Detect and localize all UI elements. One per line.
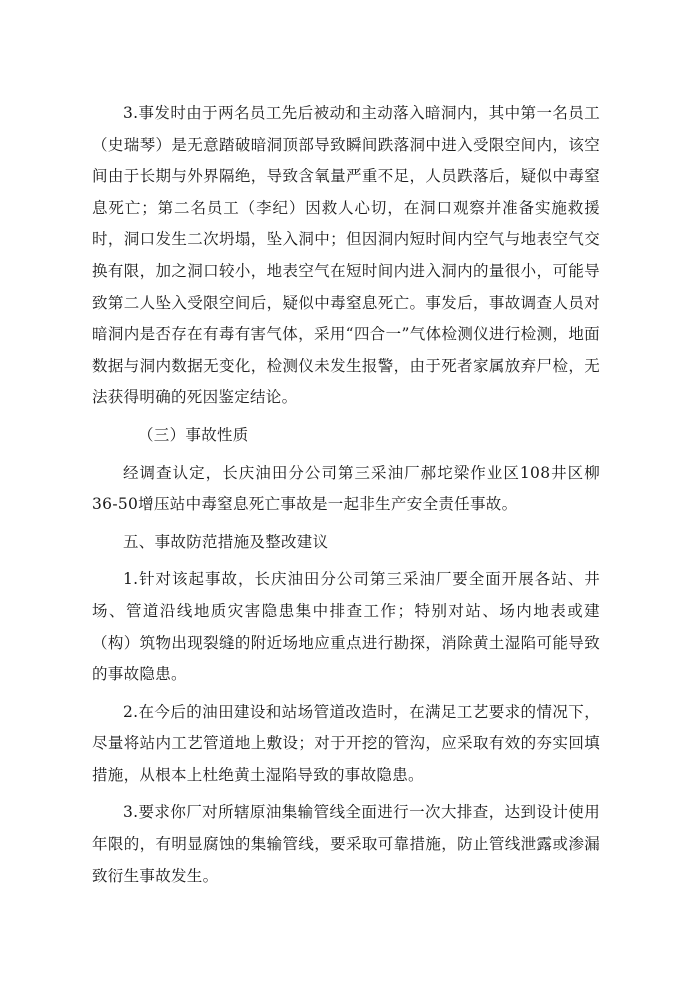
paragraph-cause-detail: 3.事发时由于两名员工先后被动和主动落入暗洞内，其中第一名员工（史瑞琴）是无意踏破暗洞顶部导致瞬间跌落洞中进入受限空间内，该空间由于长期与外界隔绝，导致含氧量严重不足，人员跌落后，疑似中毒窒息死亡；第二名员工（李纪）因救人心切，在洞口观察并准备实施救援时，洞口发生二次坍塌，坠入洞中；但因洞内短时间内空气与地表空气交换有限，加之洞口较小，地表空气在短时间内进入洞内的量很小，可能导致第二人坠入受限空间后，疑似中毒窒息死亡。事发后，事故调查人员对暗洞内是否存在有毒有害气体，采用“四合一”气体检测仪进行检测，地面数据与洞内数据无变化，检测仪未发生报警，由于死者家属放弃尸检，无法获得明确的死因鉴定结论。 <box>92 104 600 407</box>
paragraph-measure-3: 3.要求你厂对所辖原油集输管线全面进行一次大排查，达到设计使用年限的，有明显腐蚀的集输管线，要采取可靠措施，防止管线泄露或渗漏致衍生事故发生。 <box>92 803 600 885</box>
paragraph-accident-nature: 经调查认定，长庆油田分公司第三采油厂郝坨梁作业区108井区柳36-50增压站中毒窒息死亡事故是一起非生产安全责任事故。 <box>92 463 600 514</box>
paragraph-measure-1: 1.针对该起事故，长庆油田分公司第三采油厂要全面开展各站、井场、管道沿线地质灾害隐患集中排查工作；特别对站、场内地表或建（构）筑物出现裂缝的附近场地应重点进行勘探，消除黄土湿陷可能导致的事故隐患。 <box>92 570 600 684</box>
section-heading-prevention: 五、事故防范措施及整改建议 <box>123 532 329 551</box>
section-heading-accident-nature: （三）事故性质 <box>138 425 249 444</box>
paragraph-measure-2: 2.在今后的油田建设和站场管道改造时，在满足工艺要求的情况下，尽量将站内工艺管道地上敷设；对于开挖的管沟，应采取有效的夯实回填措施，从根本上杜绝黄土湿陷导致的事故隐患。 <box>92 702 600 784</box>
